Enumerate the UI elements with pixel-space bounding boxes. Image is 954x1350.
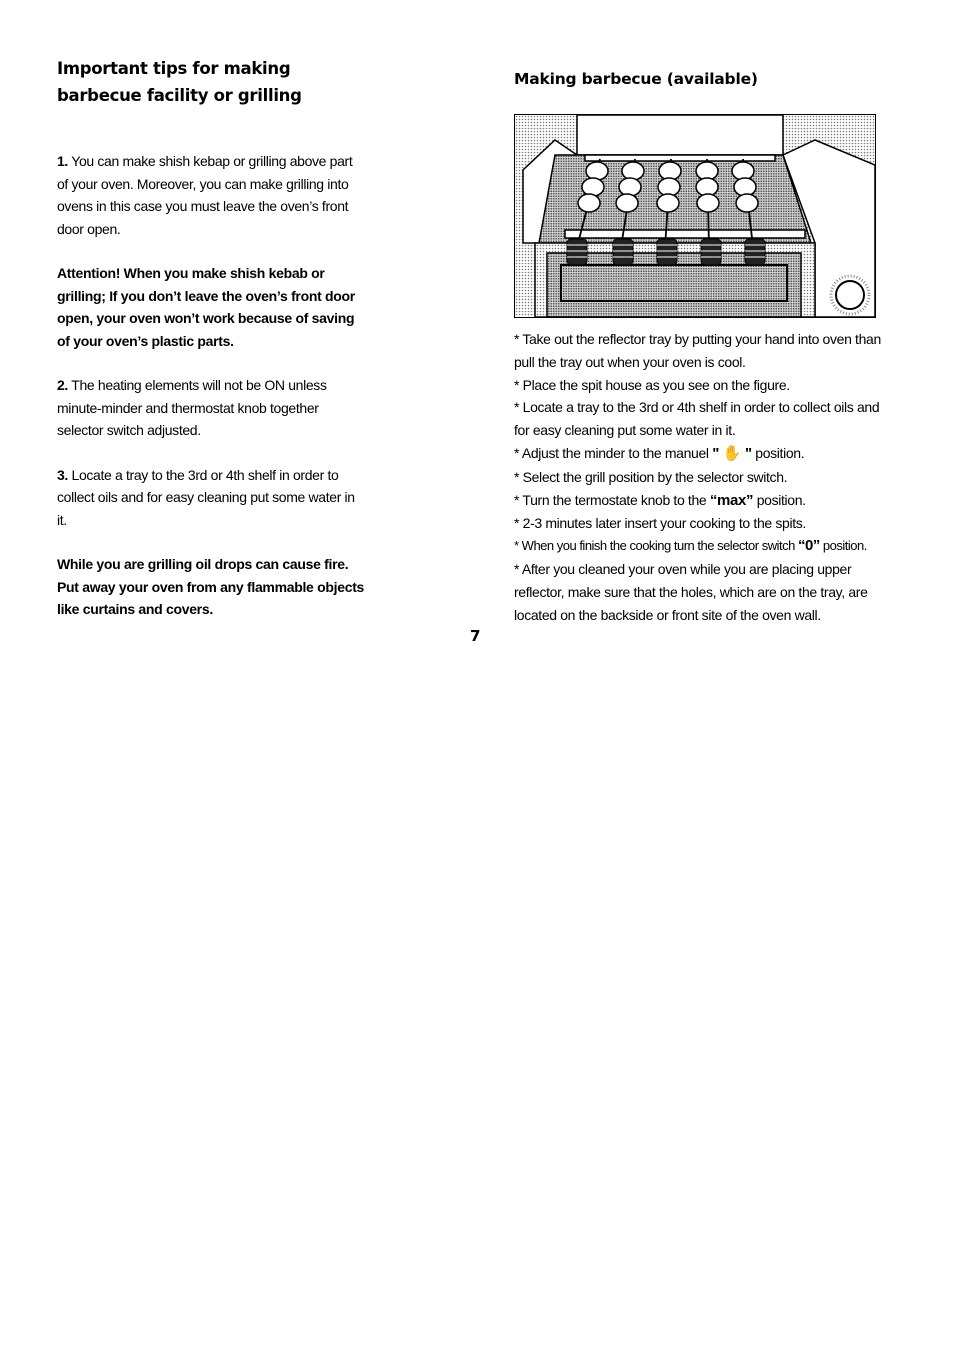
left-column — [57, 55, 365, 621]
tip-3-text: Locate a tray to the 3rd or 4th shelf in order to collect oils and for easy cleaning put some water in it. — [57, 466, 355, 528]
tip-1-text: You can make shish kebap or grilling above part of your oven. Moreover, you can make grilling into ovens in this case you must leave the oven’s front door open. — [57, 153, 353, 237]
step-4: * Adjust the minder to the manuel " ✋ " position. — [514, 444, 805, 462]
oven-barbecue-illustration — [514, 114, 876, 318]
zero-setting: “0” — [797, 537, 820, 555]
tip-3 — [57, 464, 357, 532]
fire-warning-line2: Put away your oven from any flammable objects — [57, 578, 365, 595]
hand-icon: " ✋ " — [712, 444, 752, 462]
step-9: * After you cleaned your oven while you are placing upper reflector, make sure that the holes, which are on the tray, are located on the backside or front site of the oven wall. — [514, 560, 868, 623]
oven-spits-drawing — [515, 115, 875, 317]
tip-1-number: 1. — [57, 153, 68, 169]
barbecue-heading: Making barbecue (available) — [514, 70, 758, 88]
tip-2 — [57, 374, 357, 442]
tip-3-number: 3. — [57, 466, 68, 483]
step-6: * Turn the termostate knob to the “max” position. — [514, 491, 806, 509]
step-2: * Place the spit house as you see on the figure. — [514, 376, 790, 393]
tip-2-number: 2. — [57, 377, 68, 393]
step-5: * Select the grill position by the selector switch. — [514, 468, 788, 485]
fire-warning-line3: like curtains and covers. — [57, 601, 213, 617]
fire-warning-line1: While you are grilling oil drops can cause fire. — [57, 556, 349, 572]
tips-heading-line2: barbecue facility or grilling — [57, 86, 302, 105]
tips-heading-line1: Important tips for making — [57, 59, 291, 78]
tips-heading — [57, 55, 357, 109]
attention-warning: Attention! When you make shish kebab or grilling; If you don’t leave the oven’s front door open, your oven won’t work because of saving of your oven’s plastic parts. — [57, 265, 355, 349]
step-1: * Take out the reflector tray by putting your hand into oven than pull the tray out when your oven is cool. — [514, 331, 881, 370]
tip-2-text: The heating elements will not be ON unless minute-minder and thermostat knob together selector switch adjusted. — [57, 377, 327, 438]
step-7: * 2-3 minutes later insert your cooking to the spits. — [514, 515, 806, 532]
fire-warning — [57, 553, 365, 621]
step-8: * When you finish the cooking turn the selector switch “0” position. — [514, 537, 867, 555]
barbecue-steps — [514, 328, 894, 626]
page-number: 7 — [470, 627, 481, 645]
tip-1 — [57, 150, 357, 240]
step-3: * Locate a tray to the 3rd or 4th shelf in order to collect oils and for easy cleaning put some water in it. — [514, 399, 880, 439]
right-column-header — [514, 70, 894, 88]
max-setting: “max” — [709, 491, 754, 509]
